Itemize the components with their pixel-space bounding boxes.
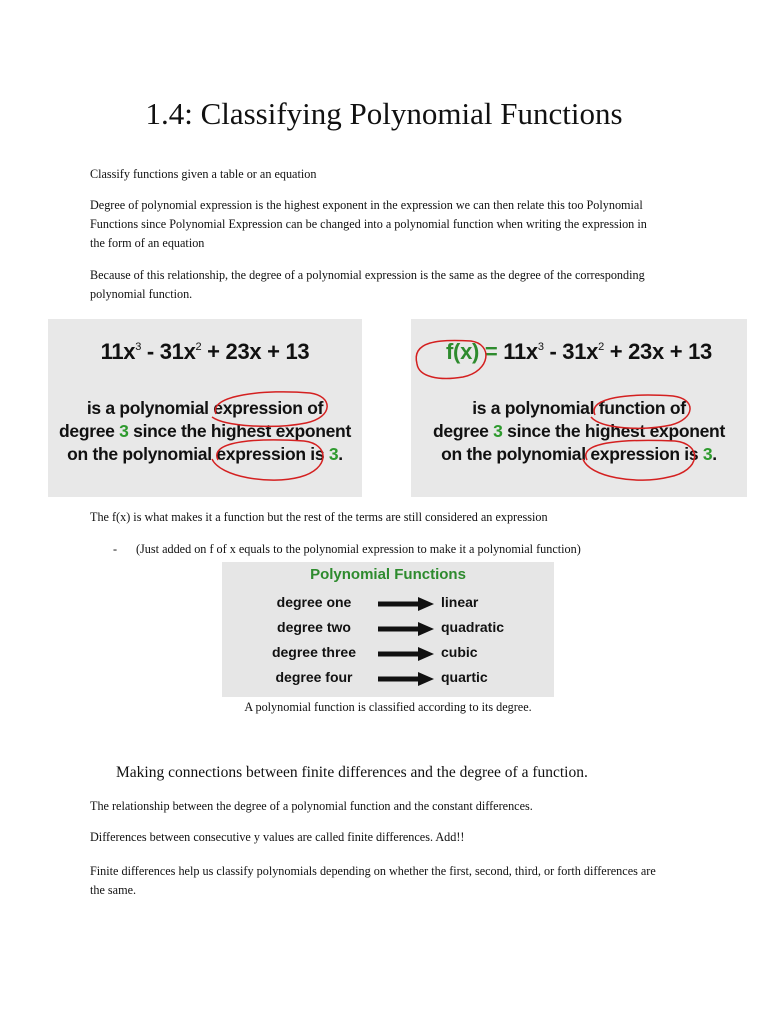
function-name: cubic [441, 644, 478, 660]
page-title: 1.4: Classifying Polynomial Functions [145, 96, 623, 131]
expression-equation: $11x^3 - 31x^2 + 23x + 13$ [100, 339, 310, 364]
bullet-text: (Just added on f of x equals to the polynomial expression to make it a polynomial function) [136, 542, 581, 556]
table-row [222, 619, 554, 641]
function-name: quadratic [441, 619, 505, 635]
table-title: Polynomial Functions [310, 566, 466, 583]
table-caption: A polynomial function is classified according to its degree. [244, 700, 532, 714]
relationship-paragraph: Because of this relationship, the degree of a polynomial expression is the same as the degree of the corresponding polynomial function. [90, 268, 645, 301]
intro-paragraph: Classify functions given a table or an equation [90, 167, 317, 181]
degree-paragraph: Degree of polynomial expression is the highest exponent in the expression we can then relate this too Polynomial Functions since Polynomial Expression can be changed into a polynomial function when writing the expression in the form of an equation [90, 198, 647, 250]
function-name: linear [441, 594, 479, 610]
function-name: quartic [441, 669, 488, 685]
section-heading: Making connections between finite differences and the degree of a function. [116, 764, 588, 781]
fx-note-paragraph: The f(x) is what makes it a function but the rest of the terms are still considered an expression [90, 510, 548, 524]
polynomial-function-figure [411, 319, 747, 497]
degree-label: degree three [271, 644, 357, 660]
right-arrow-icon [378, 622, 434, 636]
expression-description: is a polynomial expression of degree 3 since the highest exponent on the polynomial expression is 3. [59, 398, 351, 464]
polynomial-expression-figure [48, 319, 362, 497]
bullet-item [113, 540, 673, 559]
table-row [222, 669, 554, 691]
degree-label: degree four [275, 669, 353, 685]
right-arrow-icon [378, 597, 434, 611]
differences-paragraph-1: The relationship between the degree of a polynomial function and the constant differences. [90, 799, 533, 813]
function-description: is a polynomial function of degree 3 since the highest exponent on the polynomial expression is 3. [433, 398, 725, 464]
differences-paragraph-3: Finite differences help us classify polynomials depending on whether the first, second, third, or forth differences are the same. [90, 864, 656, 897]
differences-paragraph-2: Differences between consecutive y values are called finite differences. Add!! [90, 830, 465, 844]
table-row [222, 594, 554, 616]
bullet-dash: - [113, 542, 118, 556]
polynomial-functions-table [222, 562, 554, 697]
right-arrow-icon [378, 647, 434, 661]
degree-label: degree one [276, 594, 352, 610]
degree-label: degree two [277, 619, 351, 635]
function-equation: $f(x) = 11x^3 - 31x^2 + 23x + 13$ [446, 339, 712, 364]
right-arrow-icon [378, 672, 434, 686]
table-row [222, 644, 554, 666]
